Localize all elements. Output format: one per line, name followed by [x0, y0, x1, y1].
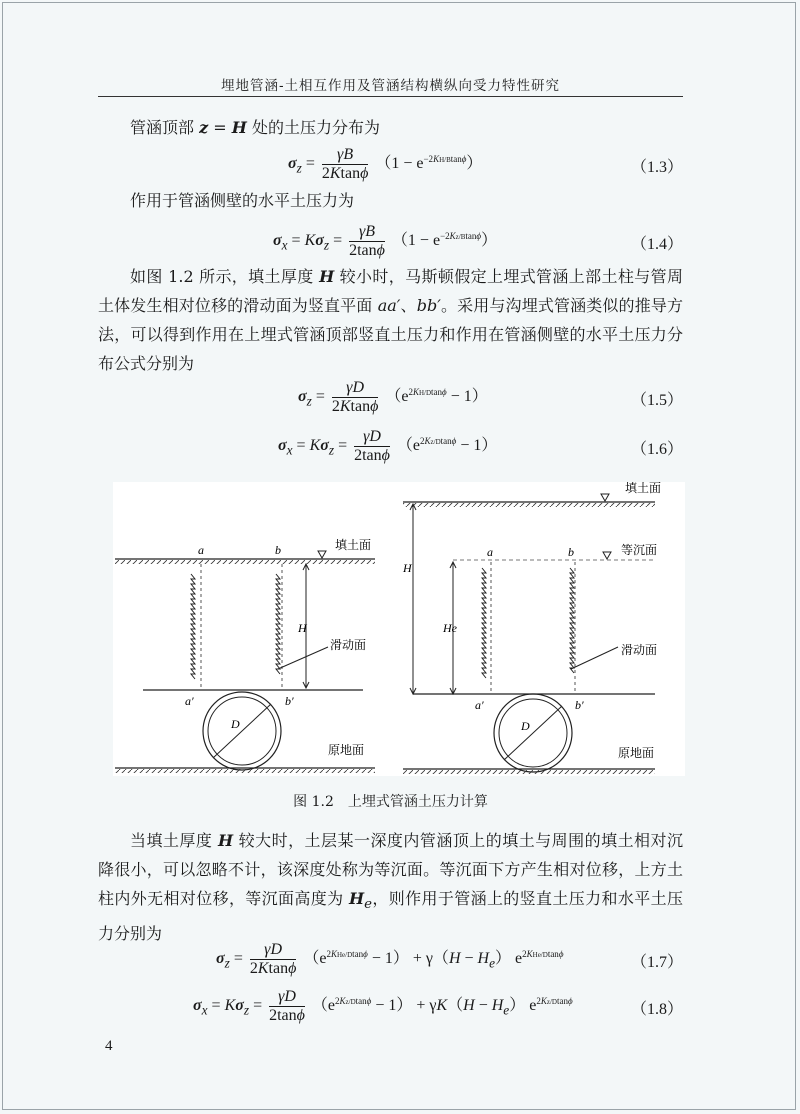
equation-number: （1.7）	[630, 954, 683, 971]
label-H-right: H	[403, 561, 412, 575]
left-diagram	[115, 537, 375, 773]
label-a: a	[198, 543, 204, 557]
label-b-prime: b′	[285, 694, 294, 708]
label-D-left: D	[231, 717, 240, 731]
equation-1-5: $\sigma_z$ = $\frac{\gamma D}{2Ktan\phi}$ $(e^{2KH/Dtan\phi} - 1)$ （1.5）	[298, 379, 683, 415]
right-slip-surface-label: 滑动面	[621, 643, 658, 657]
label-a-right: a	[487, 545, 493, 559]
label-D-right: D	[521, 719, 530, 733]
label-a-prime: a′	[185, 694, 194, 708]
paragraph-1: 管涵顶部 z = H 处的土压力分布为	[130, 118, 380, 137]
left-fill-surface-label: 填土面	[335, 538, 372, 552]
paragraph-3: 如图 1.2 所示，填土厚度 H 较小时，马斯顿假定上埋式管涵上部土柱与管周土体发生相对位移的滑动面为竖直平面 aa′、bb′。采用与沟埋式管涵类似的推导方法，可以得到作用在上埋式管涵顶部竖直土压力和作用在管涵侧壁的水平土压力分布公式分别为	[98, 267, 683, 373]
equal-settlement-label: 等沉面	[621, 543, 658, 557]
equation-1-3: $\sigma_z$ = $\frac{\gamma B}{2Ktan\phi}$ $(1 - e^{-2KH/Btan\phi})$ （1.3）	[288, 146, 683, 182]
header-rule	[98, 96, 683, 97]
equation-1-4: $\sigma_x = K\sigma_z$ = $\frac{\gamma B}{2\tan\phi}$ $(1 - e^{-2Kz/Btan\phi})$ （1.4）	[273, 223, 683, 259]
left-slip-surface-label: 滑动面	[330, 638, 367, 652]
equation-1-7: $\sigma_z$ = $\frac{\gamma D}{2Ktan\phi}$ $(e^{2KHe/Dtan\phi} - 1) + \gamma(H - H_e)$ $e^{2KHe/Dtan\phi}$ （1.7）	[216, 941, 683, 977]
label-b-right: b	[568, 545, 574, 559]
equation-number: （1.4）	[630, 236, 683, 253]
figure-1-2	[113, 482, 685, 776]
figure-caption: 图 1.2 上埋式管涵土压力计算	[293, 794, 488, 810]
equation-number: （1.5）	[630, 392, 683, 409]
label-b-prime-right: b′	[575, 698, 584, 712]
figure-diagram	[113, 482, 685, 776]
right-diagram	[402, 482, 661, 774]
right-fill-surface-label: 填土面	[625, 482, 662, 495]
page-number: 4	[105, 1038, 113, 1054]
right-original-ground-label: 原地面	[618, 746, 655, 760]
equation-number: （1.8）	[630, 1001, 683, 1018]
label-H-left: H	[298, 621, 307, 635]
paragraph-2: 作用于管涵侧壁的水平土压力为	[130, 191, 355, 210]
running-header: 埋地管涵-土相互作用及管涵结构横纵向受力特性研究	[220, 78, 561, 94]
equation-number: （1.6）	[630, 441, 683, 458]
equation-number: （1.3）	[630, 159, 683, 176]
paragraph-4: 当填土厚度 H 较大时，土层某一深度内管涵顶上的填土与周围的填土相对沉降很小，可以忽略不计，该深度处称为等沉面。等沉面下方产生相对位移，上方土柱内外无相对位移，等沉面高度为 $H_e$，则作用于管涵上的竖直土压力和水平土压力分别为	[98, 831, 684, 944]
equation-1-6: $\sigma_x = K\sigma_z$ = $\frac{\gamma D}{2\tan\phi}$ $(e^{2Kz/Dtan\phi} - 1)$ （1.6）	[278, 428, 683, 464]
left-original-ground-label: 原地面	[328, 743, 365, 757]
equation-1-8: $\sigma_x = K\sigma_z$ = $\frac{\gamma D}{2\tan\phi}$ $(e^{2Kz/Dtan\phi} - 1) + \gamma K(H - H_e)$ $e^{2Kz/Dtan\phi}$ （1.8）	[193, 988, 683, 1024]
label-b: b	[275, 543, 281, 557]
label-He-right: He	[443, 621, 457, 635]
water-level-triangle-icon	[318, 551, 326, 558]
label-a-prime-right: a′	[475, 698, 484, 712]
